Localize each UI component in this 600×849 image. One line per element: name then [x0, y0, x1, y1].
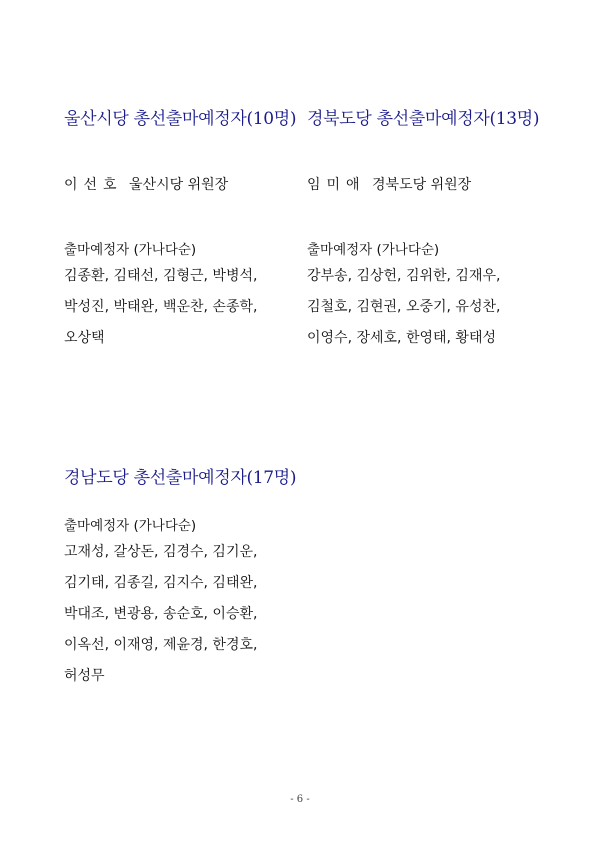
candidate-line: 박성진, 박태완, 백운찬, 손종학, [64, 299, 258, 315]
ulsan-candidate-list [64, 266, 257, 359]
gyeongbuk-candidates-label: 출마예정자 (가나다순) [307, 242, 440, 258]
candidate-line: 고재성, 갈상돈, 김경수, 김기운, [64, 544, 258, 560]
candidate-line: 허성무 [64, 668, 105, 684]
ulsan-chair-name: 이선호 [64, 177, 123, 193]
gyeongbuk-candidate-list [307, 266, 500, 359]
gyeongnam-candidates-label: 출마예정자 (가나다순) [64, 518, 197, 534]
candidate-line: 김철호, 김현권, 오중기, 유성찬, [307, 299, 501, 315]
gyeongnam-candidate-list [64, 542, 257, 697]
ulsan-candidates-label: 출마예정자 (가나다순) [64, 242, 197, 258]
ulsan-chair-title: 울산시당 위원장 [129, 177, 229, 193]
candidate-line: 이영수, 장세호, 한영태, 황태성 [307, 330, 496, 346]
page-number: - 6 - [290, 794, 310, 805]
candidate-line: 오상택 [64, 330, 105, 346]
candidate-line: 김종환, 김태선, 김형근, 박병석, [64, 268, 258, 284]
candidate-line: 김기태, 김종길, 김지수, 김태완, [64, 575, 258, 591]
ulsan-section-title: 울산시당 총선출마예정자(10명) [64, 109, 297, 129]
gyeongbuk-section-title: 경북도당 총선출마예정자(13명) [307, 109, 540, 129]
gyeongnam-section-title: 경남도당 총선출마예정자(17명) [64, 468, 297, 488]
candidate-line: 이옥선, 이재영, 제윤경, 한경호, [64, 637, 258, 653]
candidate-line: 강부송, 김상헌, 김위한, 김재우, [307, 268, 501, 284]
ulsan-chair [64, 174, 228, 194]
gyeongbuk-chair-name: 임미애 [307, 177, 366, 193]
gyeongbuk-chair-title: 경북도당 위원장 [372, 177, 472, 193]
gyeongbuk-chair [307, 174, 471, 194]
candidate-line: 박대조, 변광용, 송순호, 이승환, [64, 606, 258, 622]
